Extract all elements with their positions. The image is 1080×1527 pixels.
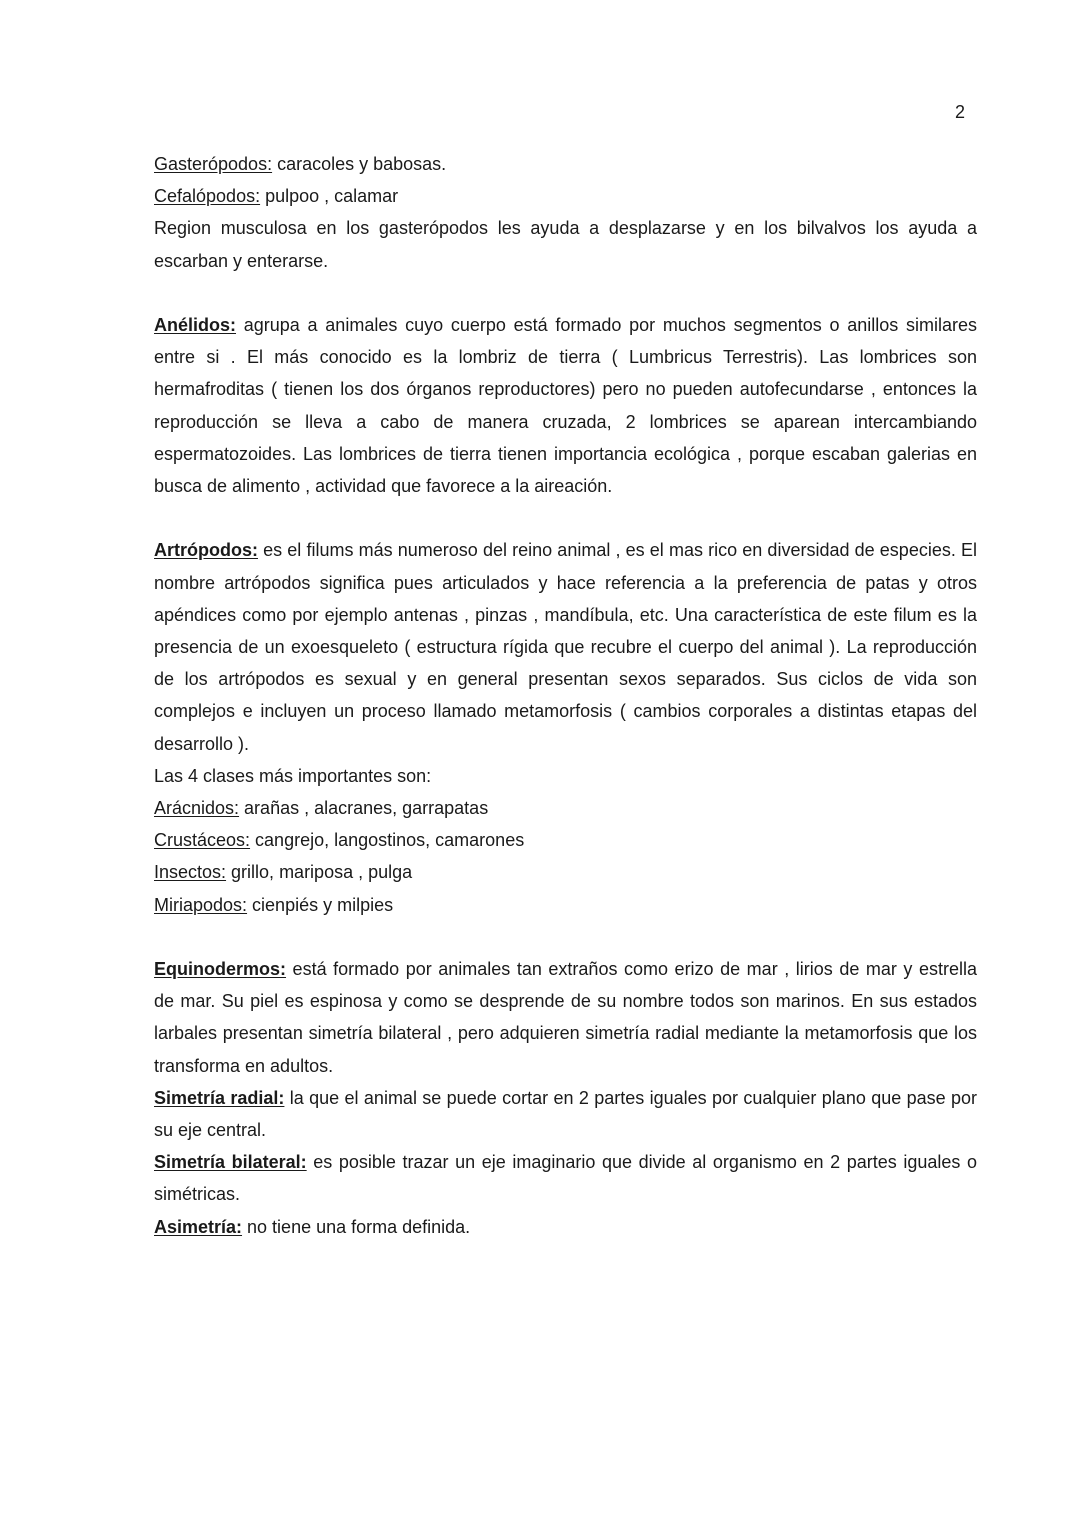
class-text: arañas , alacranes, garrapatas [239, 798, 489, 819]
simetria-bilateral-paragraph [154, 1146, 977, 1210]
definition-text: es posible trazar un eje imaginario que divide al organismo en 2 partes iguales o simétricas. [154, 1152, 977, 1205]
document-body [154, 148, 977, 1243]
class-line-aracnidos [154, 792, 977, 824]
class-term: Cefalópodos: [154, 186, 261, 207]
section-term-anelidos: Anélidos: [154, 315, 237, 335]
class-term: Crustáceos: [154, 830, 251, 851]
artropodos-paragraph [154, 534, 977, 759]
class-term: Gasterópodos: [154, 154, 273, 174]
class-term: Insectos: [154, 862, 227, 883]
class-text: caracoles y babosas. [272, 154, 447, 174]
class-text: cangrejo, langostinos, camarones [250, 830, 525, 851]
page-number: 2 [955, 102, 966, 122]
moluscos-note-paragraph: Region musculosa en los gasterópodos les ayuda a desplazarse y en los bilvalvos los ayuda a escarban y enterarse. [154, 218, 977, 271]
paragraph-gap [154, 921, 977, 953]
class-text: grillo, mariposa , pulga [226, 862, 413, 883]
simetria-radial-paragraph [154, 1082, 977, 1146]
definition-term: Simetría radial: [154, 1087, 285, 1108]
section-text: está formado por animales tan extraños como erizo de mar , lirios de mar y estrella de mar. Su piel es espinosa y como se desprende de su nombre todos son marinos. En sus estados larbales presentan simetría bilateral , pero adquieren simetría radial mediante la metamorfosis que los transforma en adultos. [154, 959, 977, 1076]
asimetria-paragraph [154, 1211, 977, 1243]
class-term: Miriapodos: [154, 894, 248, 915]
section-term-artropodos: Artrópodos: [154, 540, 258, 561]
section-text: es el filums más numeroso del reino animal , es el mas rico en diversidad de especies. El nombre artrópodos significa pues articulados y hace referencia a la preferencia de patas y otros apéndices como por ejemplo antenas , pinzas , mandíbula, etc. Una característica de este filum es la presencia de un exoesqueleto ( estructura rígida que recubre el cuerpo del animal ). La reproducción de los artrópodos es sexual y en general presentan sexos separados. Sus ciclos de vida son complejos e incluyen un proceso llamado metamorfosis ( cambios corporales a distintas etapas del desarrollo ). [154, 540, 977, 754]
class-text: cienpiés y milpies [247, 894, 394, 915]
definition-term: Simetría bilateral: [154, 1152, 307, 1173]
section-text: agrupa a animales cuyo cuerpo está formado por muchos segmentos o anillos similares entre si . El más conocido es la lombriz de tierra ( Lumbricus Terrestris). Las lombrices son hermafroditas ( tienen los dos órganos reproductores) pero no pueden autofecundarse , entonces la reproducción se lleva a cabo de manera cruzada, 2 lombrices se aparean intercambiando espermatozoides. Las lombrices de tierra tienen importancia ecológica , porque escaban galerias en busca de alimento , actividad que favorece a la aireación. [154, 315, 977, 497]
paragraph-gap [154, 502, 977, 534]
artropodos-classes-intro: Las 4 clases más importantes son: [154, 765, 432, 786]
definition-term: Asimetría: [154, 1216, 243, 1237]
anelidos-paragraph [154, 309, 977, 502]
class-term: Arácnidos: [154, 798, 240, 819]
definition-text: no tiene una forma definida. [242, 1216, 471, 1237]
class-line-gasteropodos [154, 148, 977, 180]
class-text: pulpoo , calamar [260, 186, 399, 207]
equinodermos-paragraph [154, 953, 977, 1082]
paragraph-gap [154, 277, 977, 309]
definition-text: la que el animal se puede cortar en 2 partes iguales por cualquier plano que pase por su eje central. [154, 1087, 977, 1141]
section-term-equinodermos: Equinodermos: [154, 959, 287, 980]
class-line-cefalopodos [154, 180, 977, 212]
class-line-miriapodos [154, 889, 977, 921]
class-line-insectos [154, 856, 977, 888]
class-line-crustaceos [154, 824, 977, 856]
